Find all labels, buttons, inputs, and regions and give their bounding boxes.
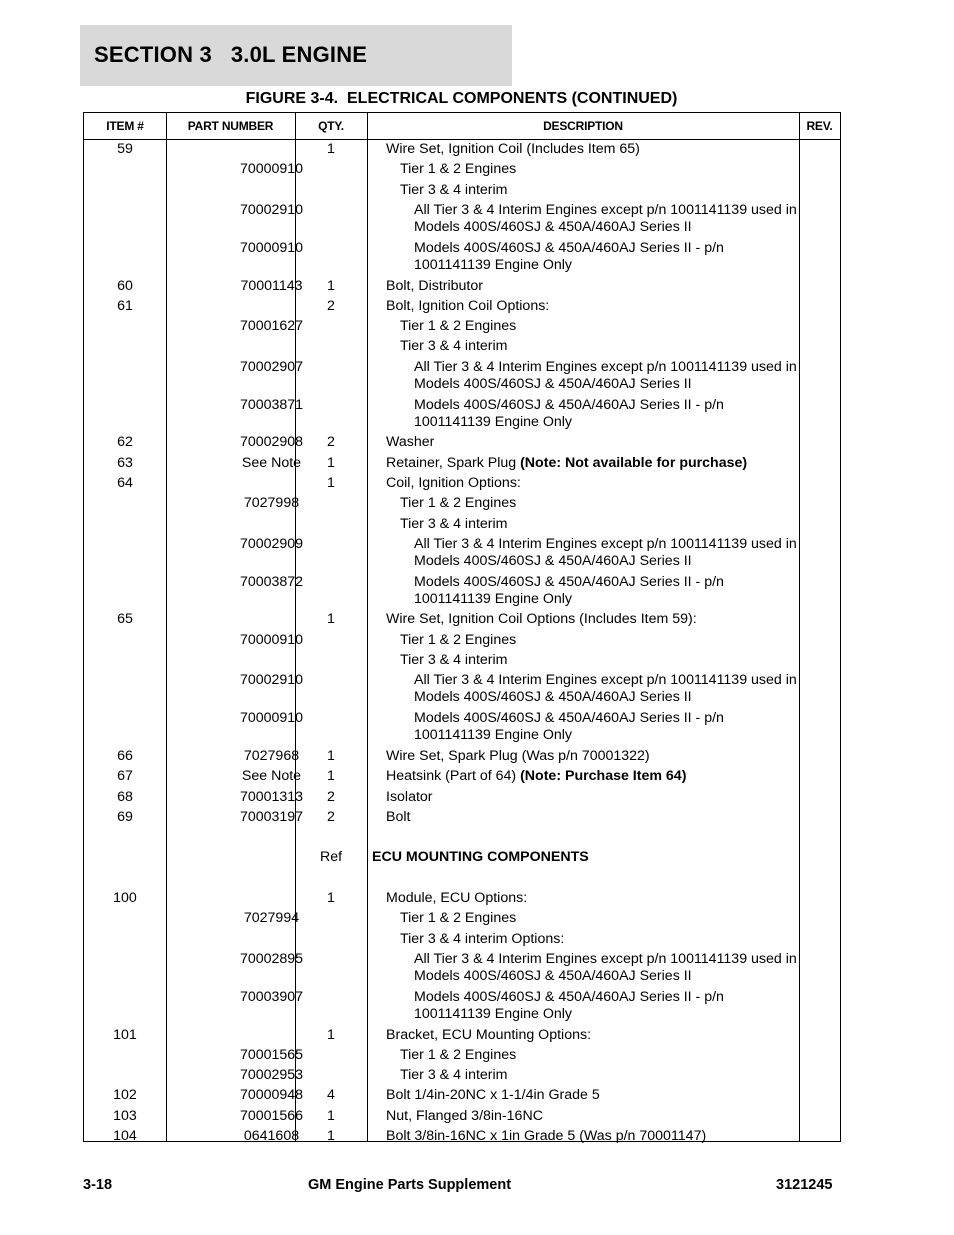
description	[400, 1067, 800, 1084]
description-text: Tier 1 & 2 Engines	[400, 161, 517, 178]
part-number: See Note	[241, 454, 302, 471]
description	[414, 359, 800, 393]
description-text: Nut, Flanged 3/8in-16NC	[386, 1107, 543, 1124]
description	[400, 182, 800, 199]
section-banner	[80, 25, 512, 86]
header-divider	[84, 139, 840, 140]
description	[400, 318, 800, 335]
description-text: Bolt 3/8in-16NC x 1in Grade 5 (Was p/n 70001147)	[386, 1128, 707, 1144]
parts-table	[83, 112, 841, 1142]
quantity: 1	[327, 890, 335, 906]
description	[386, 141, 806, 158]
description	[414, 397, 800, 431]
description	[386, 475, 806, 492]
item-number: 61	[117, 297, 133, 314]
description	[400, 1047, 800, 1064]
description-text: Models 400S/460SJ & 450A/460AJ Series II - p/n 1001141139 Engine Only	[414, 710, 724, 744]
quantity: Ref	[319, 849, 343, 866]
quantity: 1	[327, 141, 335, 157]
part-number: 70000910	[239, 631, 304, 648]
quantity: 4	[327, 1087, 335, 1104]
description-note: (Note: Purchase Item 64)	[520, 768, 687, 785]
col-header-item: ITEM #	[106, 119, 144, 133]
description-text: Tier 3 & 4 interim	[400, 515, 508, 532]
part-number: 7027968	[243, 747, 300, 764]
description	[386, 1128, 806, 1145]
item-number: 64	[117, 474, 133, 491]
figure-title: FIGURE 3-4. ELECTRICAL COMPONENTS (CONTINUED)	[245, 90, 678, 107]
part-number: 70000910	[239, 161, 304, 178]
quantity: 1	[327, 747, 335, 764]
column-divider	[166, 113, 167, 1141]
part-number: 70001313	[239, 788, 304, 805]
description	[386, 748, 806, 765]
description-text: Wire Set, Spark Plug (Was p/n 70001322)	[386, 747, 650, 764]
description	[400, 652, 800, 669]
part-number: 70002909	[239, 535, 304, 552]
description	[386, 434, 806, 451]
part-number: 70001565	[239, 1046, 304, 1063]
part-number: 70002895	[239, 950, 304, 967]
description-text: Wire Set, Ignition Coil Options (Includes Item 59):	[386, 611, 697, 628]
description-text: Heatsink (Part of 64)	[386, 768, 521, 785]
description-text: All Tier 3 & 4 Interim Engines except p/n 1001141139 used in Models 400S/460SJ & 450A/460AJ Series II	[414, 358, 797, 392]
part-number: 70001566	[239, 1107, 304, 1124]
quantity: 2	[327, 788, 335, 805]
quantity: 1	[327, 1128, 335, 1144]
description-note: ECU MOUNTING COMPONENTS	[372, 849, 589, 866]
description-text: Bolt 1/4in-20NC x 1-1/4in Grade 5	[386, 1087, 600, 1104]
description	[400, 516, 800, 533]
item-number: 69	[117, 808, 133, 825]
part-number: 7027994	[243, 910, 300, 927]
description	[400, 161, 800, 178]
quantity: 1	[327, 611, 335, 628]
footer-page-number: 3-18	[83, 1177, 113, 1193]
description	[386, 768, 806, 785]
part-number: 70003197	[239, 808, 304, 825]
description	[386, 789, 806, 806]
description	[386, 298, 806, 315]
item-number: 62	[117, 434, 133, 451]
part-number: 70000910	[239, 710, 304, 727]
description-text: Wire Set, Ignition Coil (Includes Item 65)	[386, 141, 640, 157]
part-number: 70002953	[239, 1067, 304, 1084]
description-text: Tier 3 & 4 interim	[400, 1067, 508, 1084]
description-text: Bolt	[386, 808, 411, 825]
description	[400, 931, 800, 948]
description-text: Retainer, Spark Plug	[386, 454, 521, 471]
description-text: Tier 1 & 2 Engines	[400, 910, 517, 927]
description-text: Tier 3 & 4 interim	[400, 652, 508, 668]
part-number: 0641608	[243, 1128, 300, 1144]
description-text: Models 400S/460SJ & 450A/460AJ Series II - p/n 1001141139 Engine Only	[414, 396, 724, 430]
description-text: Tier 1 & 2 Engines	[400, 318, 517, 335]
part-number: 70003871	[239, 396, 304, 413]
col-header-part-number: PART NUMBER	[187, 119, 274, 133]
quantity: 1	[327, 277, 335, 294]
description	[386, 455, 806, 472]
description-text: All Tier 3 & 4 Interim Engines except p/n 1001141139 used in Models 400S/460SJ & 450A/460AJ Series II	[414, 672, 797, 706]
description-text: Models 400S/460SJ & 450A/460AJ Series II - p/n 1001141139 Engine Only	[414, 988, 724, 1022]
part-number: 70000948	[239, 1087, 304, 1104]
description-text: Tier 3 & 4 interim Options:	[400, 930, 565, 947]
description-text: Module, ECU Options:	[386, 890, 528, 906]
part-number: 7027998	[243, 495, 300, 512]
description	[414, 536, 800, 570]
quantity: 1	[327, 474, 335, 491]
part-number: 70003872	[239, 573, 304, 590]
part-number: 70001627	[239, 318, 304, 335]
description-text: Bolt, Distributor	[386, 277, 483, 294]
col-header-qty: QTY.	[318, 119, 344, 133]
footer-doc-number: 3121245	[776, 1177, 833, 1193]
description-text: Tier 1 & 2 Engines	[400, 631, 517, 648]
description-text: Isolator	[386, 788, 433, 805]
quantity: 1	[327, 768, 335, 785]
item-number: 59	[117, 141, 133, 157]
part-number: 70002908	[239, 434, 304, 451]
description	[386, 278, 806, 295]
description	[386, 1027, 806, 1044]
description-text: All Tier 3 & 4 Interim Engines except p/n 1001141139 used in Models 400S/460SJ & 450A/460AJ Series II	[414, 535, 797, 569]
description	[386, 1087, 806, 1104]
description-text: All Tier 3 & 4 Interim Engines except p/n 1001141139 used in Models 400S/460SJ & 450A/460AJ Series II	[414, 950, 797, 984]
description-text: Bracket, ECU Mounting Options:	[386, 1026, 592, 1043]
description-note: (Note: Not available for purchase)	[520, 454, 748, 471]
description	[372, 849, 792, 866]
item-number: 101	[113, 1026, 137, 1043]
section-title: SECTION 3 3.0L ENGINE	[94, 42, 368, 67]
description-text: Washer	[386, 434, 435, 451]
item-number: 65	[117, 611, 133, 628]
part-number: 70000910	[239, 239, 304, 256]
item-number: 100	[113, 890, 137, 906]
description	[414, 574, 800, 608]
item-number: 63	[117, 454, 133, 471]
description	[400, 632, 800, 649]
column-divider	[367, 113, 368, 1141]
quantity: 1	[327, 454, 335, 471]
description	[414, 672, 800, 706]
description-text: Models 400S/460SJ & 450A/460AJ Series II - p/n 1001141139 Engine Only	[414, 239, 724, 273]
description	[386, 611, 806, 628]
description	[414, 989, 800, 1023]
description-text: Bolt, Ignition Coil Options:	[386, 297, 550, 314]
quantity: 2	[327, 434, 335, 451]
description-text: Tier 1 & 2 Engines	[400, 495, 517, 512]
description	[386, 890, 806, 907]
description-text: All Tier 3 & 4 Interim Engines except p/n 1001141139 used in Models 400S/460SJ & 450A/460AJ Series II	[414, 201, 797, 235]
item-number: 102	[113, 1087, 137, 1104]
part-number: 70002907	[239, 358, 304, 375]
part-number: 70001143	[240, 277, 303, 294]
quantity: 1	[327, 1026, 335, 1043]
description	[400, 495, 800, 512]
part-number: See Note	[241, 768, 302, 785]
part-number: 70002910	[239, 201, 304, 218]
item-number: 60	[117, 277, 133, 294]
item-number: 67	[117, 768, 133, 785]
description	[400, 338, 800, 355]
col-header-description: DESCRIPTION	[543, 119, 623, 133]
quantity: 2	[327, 297, 335, 314]
description	[414, 202, 800, 236]
footer-title: GM Engine Parts Supplement	[308, 1177, 512, 1193]
col-header-rev: REV.	[806, 119, 833, 133]
description-text: Tier 1 & 2 Engines	[400, 1046, 517, 1063]
description	[414, 951, 800, 985]
description-text: Tier 3 & 4 interim	[400, 181, 508, 198]
description-text: Coil, Ignition Options:	[386, 474, 521, 491]
item-number: 103	[113, 1107, 137, 1124]
description	[386, 1108, 806, 1125]
quantity: 2	[327, 808, 335, 825]
part-number: 70002910	[239, 672, 304, 689]
description	[400, 910, 800, 927]
item-number: 104	[113, 1128, 137, 1144]
part-number: 70003907	[239, 988, 304, 1005]
quantity: 1	[327, 1107, 335, 1124]
description-text: Tier 3 & 4 interim	[400, 338, 508, 355]
description	[414, 710, 800, 744]
item-number: 66	[117, 747, 133, 764]
item-number: 68	[117, 788, 133, 805]
description	[414, 240, 800, 274]
description-text: Models 400S/460SJ & 450A/460AJ Series II - p/n 1001141139 Engine Only	[414, 573, 724, 607]
description	[386, 809, 806, 826]
